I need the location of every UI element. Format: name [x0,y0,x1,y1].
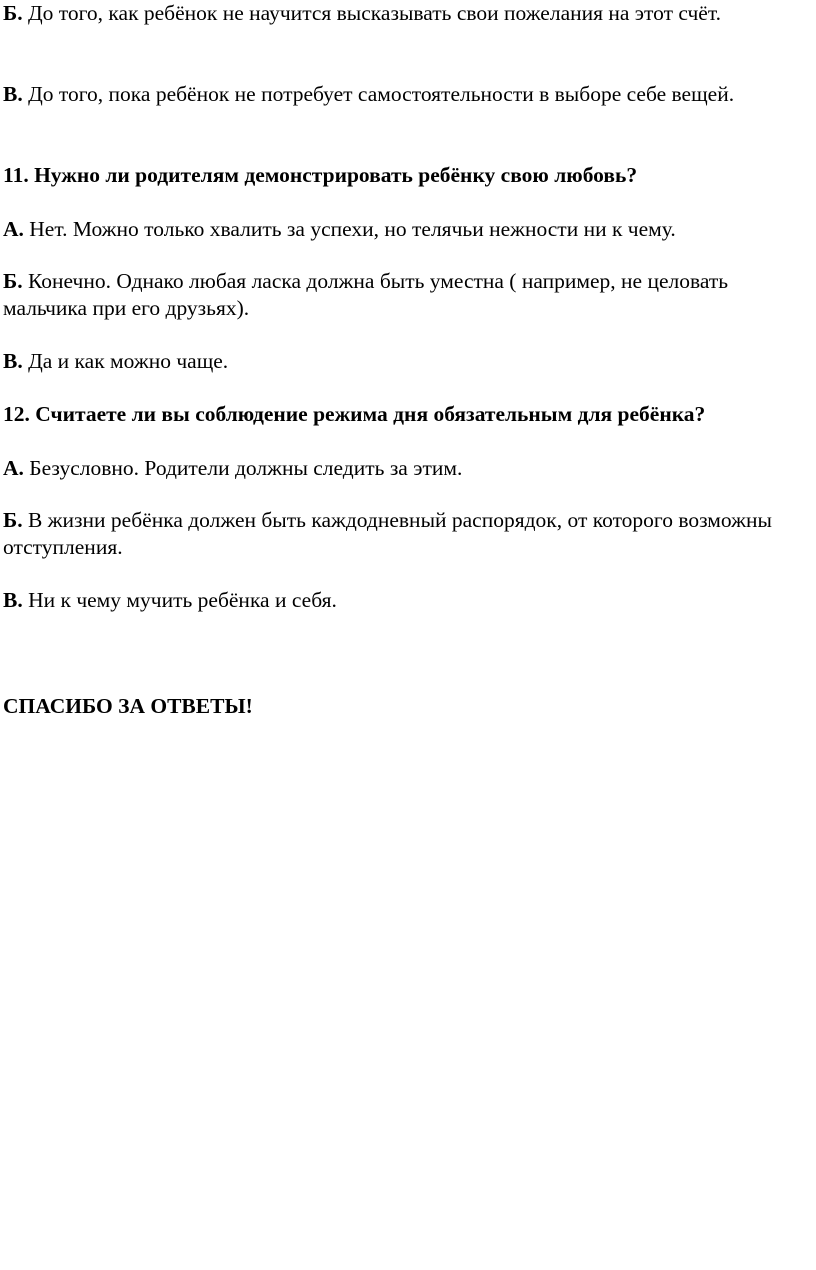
question-12: 12. Считаете ли вы соблюдение режима дня обязательным для ребёнка? [3,402,706,426]
answer-marker: В. [3,588,23,612]
answer-marker: А. [3,456,24,480]
answer-option-b [3,0,803,27]
answer-text: Нет. Можно только хвалить за успехи, но телячьи нежности ни к чему. [23,217,676,241]
answer-marker: Б. [3,1,23,25]
answer-text: До того, пока ребёнок не потребует самостоятельности в выборе себе вещей. [22,82,735,106]
answer-option-v [3,348,803,375]
answer-marker: Б. [3,269,23,293]
question-11: 11. Нужно ли родителям демонстрировать ребёнку свою любовь? [3,163,638,187]
answer-option-a [3,216,803,243]
answer-text: Да и как можно чаще. [22,349,229,373]
answer-marker: А. [3,217,24,241]
answer-marker: Б. [3,508,23,532]
answer-text: До того, как ребёнок не научится высказывать свои пожелания на этот счёт. [22,1,722,25]
answer-marker: В. [3,349,23,373]
answer-marker: В. [3,82,23,106]
answer-option-v [3,81,803,108]
answer-option-b [3,268,803,322]
answer-option-v [3,587,803,614]
closing-thanks: СПАСИБО ЗА ОТВЕТЫ! [3,694,253,718]
answer-option-a [3,455,803,482]
answer-text: В жизни ребёнка должен быть каждодневный распорядок, от которого возможны отступления. [3,508,772,559]
answer-text: Ни к чему мучить ребёнка и себя. [22,588,337,612]
answer-text: Конечно. Однако любая ласка должна быть уместна ( например, не целовать мальчика при его друзьях). [3,269,729,320]
answer-option-b [3,507,803,561]
answer-text: Безусловно. Родители должны следить за этим. [23,456,463,480]
